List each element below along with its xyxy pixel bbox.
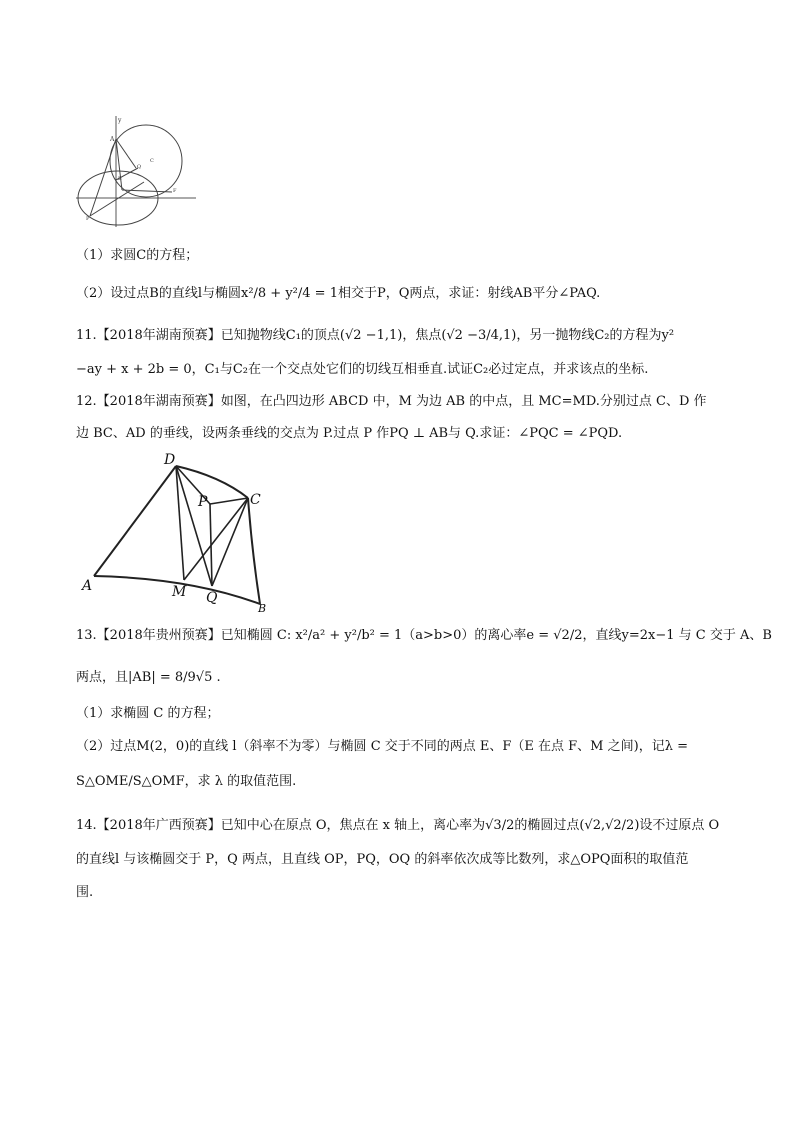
segment-qc bbox=[212, 498, 248, 586]
p11-line-1: 11.【2018年湖南预赛】已知抛物线C₁的顶点(√2 −1,1)，焦点(√2 −3/4,1)，另一抛物线C₂的方程为y² bbox=[76, 328, 675, 343]
figure-quadrilateral bbox=[80, 452, 276, 614]
p12-line-1: 12.【2018年湖南预赛】如图，在凸四边形 ABCD 中，M 为边 AB 的中点，且 MC=MD.分别过点 C、D 作 bbox=[76, 394, 707, 409]
label-c: C bbox=[250, 492, 261, 508]
segment-pc bbox=[210, 498, 248, 504]
p10-question-1: （1）求圆C的方程； bbox=[76, 248, 199, 263]
label-y: y bbox=[118, 117, 122, 124]
p13-question-2-line-1: （2）过点M(2，0)的直线 l（斜率不为零）与椭圆 C 交于不同的两点 E、F（E 在点 F、M 之间)，记λ = bbox=[76, 739, 688, 754]
label-d: D bbox=[164, 452, 176, 468]
label-p: P bbox=[198, 494, 208, 510]
label-c: C bbox=[150, 158, 154, 164]
p13-line-1: 13.【2018年贵州预赛】已知椭圆 C: x²/a² + y²/b² = 1（a>b>0）的离心率e = √2/2，直线y=2x−1 与 C 交于 A、B bbox=[76, 628, 772, 643]
line-pf bbox=[90, 182, 144, 216]
label-q: Q bbox=[206, 590, 218, 606]
p13-question-1: （1）求椭圆 C 的方程； bbox=[76, 706, 220, 721]
label-b: B bbox=[118, 176, 122, 182]
label-a: A bbox=[82, 578, 93, 594]
p14-line-3: 围. bbox=[76, 885, 94, 900]
circle-c bbox=[110, 125, 182, 197]
label-f: F bbox=[173, 188, 177, 194]
p14-line-2: 的直线l 与该椭圆交于 P，Q 两点，且直线 OP，PQ，OQ 的斜率依次成等比数列，求△OPQ面积的取值范 bbox=[76, 852, 689, 867]
p12-line-2: 边 BC、AD 的垂线，设两条垂线的交点为 P.过点 P 作PQ ⊥ AB与 Q.求证：∠PQC = ∠PQD. bbox=[76, 426, 623, 441]
label-a: A bbox=[110, 136, 115, 143]
p10-question-2: （2）设过点B的直线l与椭圆x²/8 + y²/4 = 1相交于P，Q两点，求证：射线AB平分∠PAQ. bbox=[76, 286, 601, 301]
side-ad bbox=[94, 466, 176, 576]
p13-question-2-line-2: S△OME/S△OMF，求 λ 的取值范围. bbox=[76, 774, 297, 789]
side-cb bbox=[248, 498, 260, 604]
p13-line-2: 两点，且|AB| = 8/9√5 . bbox=[76, 670, 221, 685]
segment-mc bbox=[184, 498, 248, 580]
figure-circle-ellipse bbox=[74, 112, 200, 232]
p11-line-2: −ay + x + 2b = 0，C₁与C₂在一个交点处它们的切线互相垂直.试证C₂必过定点，并求该点的坐标. bbox=[76, 362, 649, 377]
p14-line-1: 14.【2018年广西预赛】已知中心在原点 O，焦点在 x 轴上，离心率为√3/2的椭圆过点(√2,√2/2)设不过原点 O bbox=[76, 818, 720, 833]
line-ap bbox=[90, 139, 116, 216]
label-b: B bbox=[258, 602, 267, 614]
label-m: M bbox=[172, 584, 187, 600]
label-q: Q bbox=[137, 164, 142, 170]
side-dc bbox=[176, 466, 248, 498]
label-p: P bbox=[86, 216, 90, 222]
segment-dm bbox=[176, 466, 184, 580]
